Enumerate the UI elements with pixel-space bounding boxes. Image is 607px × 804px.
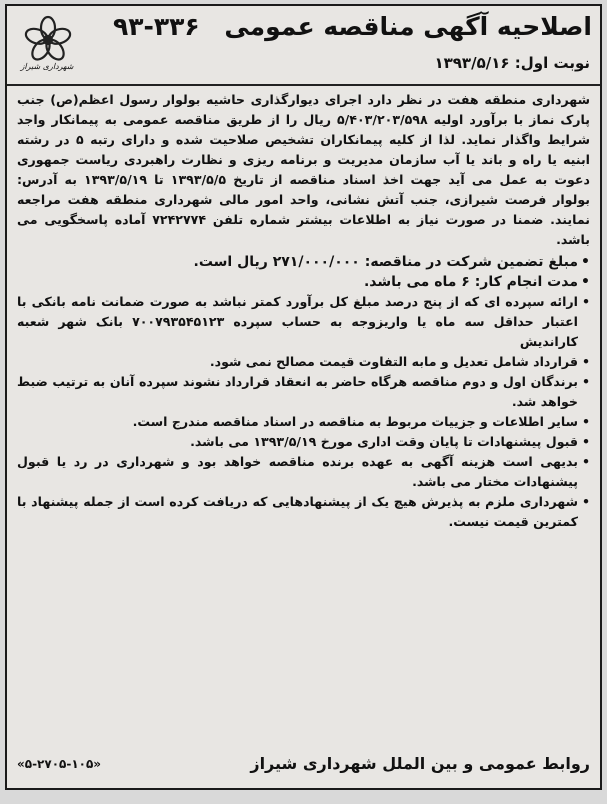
list-item: • قبول پیشنهادات تا پایان وقت اداری مورخ ۱۳۹۳/۵/۱۹ می باشد. [17, 432, 590, 452]
notice-header [7, 6, 600, 86]
list-item: • برندگان اول و دوم مناقصه هرگاه حاضر به انعقاد قرارداد نشوند سپرده آنان به ترتیب ضبط خواهد شد. [17, 372, 590, 412]
list-item: • سایر اطلاعات و جزییات مربوط به مناقصه در اسناد مناقصه مندرج است. [17, 412, 590, 432]
list-item: • ارائه سپرده ای که از پنج درصد مبلغ کل برآورد کمتر نباشد به صورت ضمانت نامه بانکی با اعتبار حداقل سه ماه یا واریزوجه به حساب سپرده ۷۰۰۷۹۳۵۴۵۱۲۳ بانک شهر شعبه کاراندیش [17, 292, 590, 352]
list-item: • قرارداد شامل تعدیل و مابه التفاوت قیمت مصالح نمی شود. [17, 352, 590, 372]
list-item: • مدت انجام کار: ۶ ماه می باشد. [17, 272, 590, 292]
conditions-list [17, 252, 590, 532]
organization-signature: روابط عمومی و بین الملل شهرداری شیراز [250, 754, 590, 773]
notice-title-number: ۳۳۶-۹۳ [112, 12, 200, 41]
notice-page [5, 4, 602, 790]
notice-footer [17, 754, 590, 780]
notice-title-text: اصلاحیه آگهی مناقصه عمومی [224, 12, 592, 41]
intro-paragraph: شهرداری منطقه هفت در نظر دارد اجرای دیوارگذاری حاشیه بولوار رسول اعظم(ص) جنب پارک نماز با برآورد اولیه ۵/۴۰۳/۲۰۳/۵۹۸ ریال را از طریق مناقصه عمومی به پیمانکار واجد شرایط واگذار نماید. لذا از کلیه پیمانکاران تشخیص صلاحیت شده و دارای رتبه ۵ در رشته ابنیه یا راه و باند یا آب سازمان مدیریت و برنامه ریزی و نظارت راهبردی ریاست جمهوری دعوت به عمل می آید جهت اخذ اسناد مناقصه از تاریخ ۱۳۹۳/۵/۵ تا ۱۳۹۳/۵/۱۹ به آدرس: بولوار فرصت شیرازی، جنب آتش نشانی، واحد امور مالی شهرداری منطقه هفت مراجعه نمایند. ضمنا در صورت نیاز به اطلاعات بیشتر شماره تلفن ۷۲۴۲۷۷۴ آماده پاسخگویی می باشد. [17, 92, 591, 247]
list-item: • شهرداری ملزم به پذیرش هیچ یک از پیشنهادهایی که دریافت کرده است از جمله پیشنهاد با کمترین قیمت نیست. [17, 492, 590, 532]
list-item: • مبلغ تضمین شرکت در مناقصه: ۲۷۱/۰۰۰/۰۰۰ ریال است. [17, 252, 590, 272]
notice-title [85, 12, 592, 42]
list-item: • بدیهی است هزینه آگهی به عهده برنده مناقصه خواهد بود و شهرداری در رد یا قبول پیشنهادات مختار می باشد. [17, 452, 590, 492]
notice-body [7, 86, 600, 532]
notice-code: «۵-۲۷۰۵-۱۰۵» [17, 757, 102, 771]
first-turn-date: نوبت اول: ۱۳۹۳/۵/۱۶ [434, 54, 590, 72]
logo-caption: شهرداری شیراز [20, 62, 74, 71]
